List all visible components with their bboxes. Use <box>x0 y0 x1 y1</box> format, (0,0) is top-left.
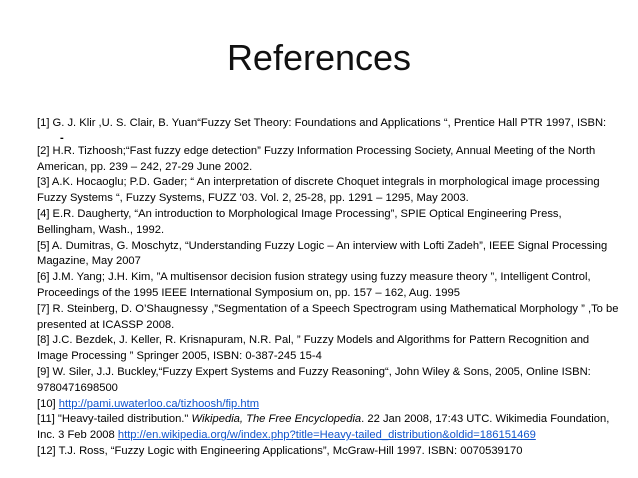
reference-12: [12] T.J. Ross, “Fuzzy Logic with Engineering Applications”, McGraw-Hill 1997. ISBN: 0070539170 <box>37 444 523 457</box>
reference-10-link[interactable]: http://pami.uwaterloo.ca/tizhoosh/fip.htm <box>58 397 260 410</box>
reference-3: [3] A.K. Hocaoglu; P.D. Gader; “ An interpretation of discrete Choquet integrals in morphological image processing Fuzzy Systems “, Fuzzy Systems, FUZZ '03. Vol. 2, 25-28, pp. 1291 – 1295, May 2003. <box>37 176 600 205</box>
reference-list <box>37 116 621 460</box>
reference-5: [5] A. Dumitras, G. Moschytz, “Understanding Fuzzy Logic – An interview with Lofti Zadeh”, IEEE Signal Processing Magazine, May 2007 <box>37 239 608 268</box>
reference-4: [4] E.R. Daugherty, “An introduction to Morphological Image Processing”, SPIE Optical Engineering Press, Bellingham, Wash., 1992. <box>37 207 562 236</box>
reference-6: [6] J.M. Yang; J.H. Kim, ”A multisensor decision fusion strategy using fuzzy measure theory ”, Intelligent Control, Proceedings of the 1995 IEEE International Symposium on, pp. 157 – 162, Aug. 1995 <box>37 271 591 299</box>
reference-8: [8] J.C. Bezdek, J. Keller, R. Krisnapuram, N.R. Pal, ” Fuzzy Models and Algorithms for Pattern Recognition and Image Processing ” Springer 2005, ISBN: 0-387-245 15-4 <box>37 334 590 363</box>
reference-10 <box>37 397 621 413</box>
reference-11 <box>37 412 621 444</box>
reference-11-link[interactable]: http://en.wikipedia.org/w/index.php?title=Heavy-tailed_distribution&oldid=186151469 <box>117 429 536 442</box>
reference-1: [1] G. J. Klir ,U. S. Clair, B. Yuan“Fuzzy Set Theory: Foundations and Applications “, Prentice Hall PTR 1997, ISBN: <box>37 117 607 129</box>
reference-2: [2] H.R. Tizhoosh;“Fast fuzzy edge detection” Fuzzy Information Processing Society, Annual Meeting of the North American, pp. 239 – 242, 27-29 June 2002. <box>37 144 596 173</box>
reference-11-prefix: [11] "Heavy-tailed distribution." <box>37 413 192 426</box>
reference-7: [7] R. Steinberg, D. O’Shaugnessy ,”Segmentation of a Speech Spectrogram using Mathematical Morphology ” ,To be presented at ICASSP 2008. <box>37 302 619 331</box>
reference-11-italic: Wikipedia, The Free Encyclopedia <box>191 413 362 426</box>
slide-title: References <box>226 37 412 78</box>
reference-11-middle: . 22 Jan 2008, 17:43 UTC. Wikimedia Foundation, Inc. 3 Feb 2008 <box>37 413 610 442</box>
reference-9: [9] W. Siler, J.J. Buckley,“Fuzzy Expert Systems and Fuzzy Reasoning“, John Wiley & Sons, 2005, Online ISBN: 9780471698500 <box>37 365 591 394</box>
reference-10-prefix: [10] <box>37 397 59 410</box>
reference-1-dash: - <box>60 131 64 144</box>
